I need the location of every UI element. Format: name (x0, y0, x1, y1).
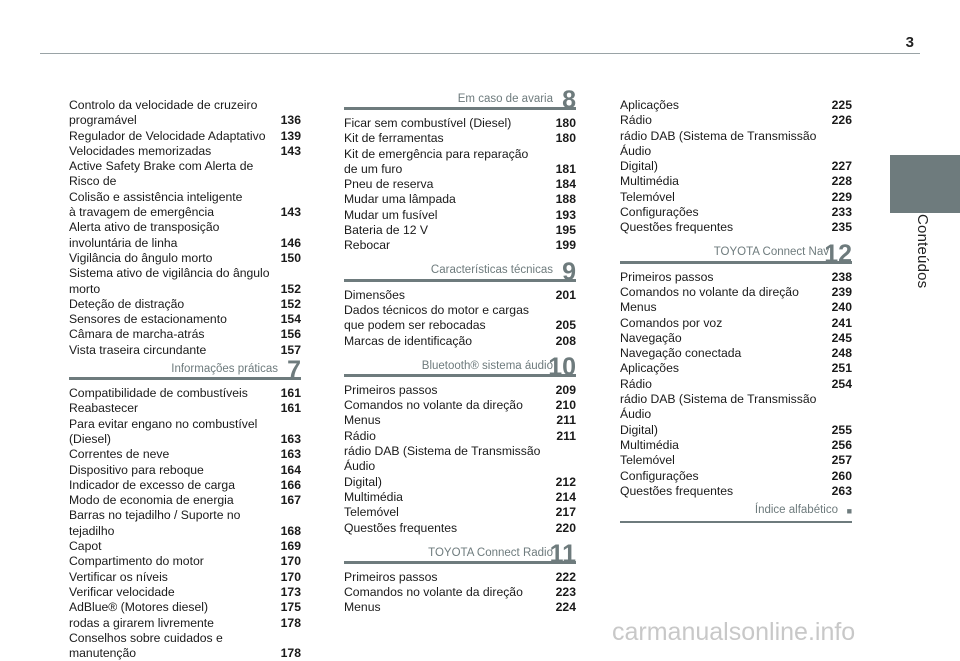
watermark: carmanualsonline.info (612, 618, 856, 646)
toc-entry-page: 170 (280, 569, 301, 584)
toc-entry-title: Comandos no volante da direção (344, 585, 523, 600)
toc-entry-title: Controlo da velocidade de cruzeiro (69, 98, 258, 112)
toc-entry-title: Correntes de neve (69, 447, 170, 462)
toc-entry-title: Pneu de reserva (344, 177, 434, 192)
toc-entry-title: Menus (620, 300, 657, 315)
toc-entry[interactable] (69, 236, 301, 251)
toc-entry-title: Mudar uma lâmpada (344, 192, 456, 207)
toc-entry-title: Kit de emergência para reparação (344, 146, 529, 161)
toc-entry-page: 224 (555, 600, 576, 615)
toc-entry-page: 136 (280, 113, 301, 128)
toc-entry-page: 225 (831, 98, 852, 112)
toc-entry-page: 181 (555, 161, 576, 176)
section-title: TOYOTA Connect Radio (428, 546, 553, 559)
toc-entry[interactable] (620, 377, 852, 392)
toc-entry[interactable] (69, 297, 301, 312)
toc-entry-page: 150 (280, 250, 301, 265)
toc-entry-title: Colisão e assistência inteligente (69, 189, 243, 204)
toc-entry-page: 161 (280, 386, 301, 401)
toc-entry-page: 205 (555, 318, 576, 333)
section-number: 7 (287, 356, 301, 385)
toc-entry[interactable] (620, 98, 852, 113)
toc-entry-title: Reabastecer (69, 401, 139, 416)
toc-entry[interactable] (69, 631, 301, 661)
section-bar (344, 561, 576, 564)
toc-list (344, 288, 576, 349)
toc-entry-page: 223 (555, 585, 576, 600)
toc-entry[interactable] (620, 346, 852, 361)
toc-entry[interactable] (344, 334, 576, 349)
toc-entry[interactable] (344, 223, 576, 238)
toc-entry[interactable] (344, 318, 576, 333)
toc-entry-title: Configurações (620, 468, 699, 483)
toc-entry-page: 170 (280, 554, 301, 569)
toc-entry-title: Regulador de Velocidade Adaptativo (69, 128, 266, 143)
toc-entry[interactable] (620, 438, 852, 453)
toc-entry-title: Velocidades memorizadas (69, 143, 212, 158)
toc-entry-title: Capot (69, 539, 102, 554)
toc-entry-page: 240 (831, 300, 852, 315)
toc-entry-page: 167 (280, 493, 301, 508)
toc-entry[interactable] (69, 600, 301, 615)
toc-entry-page: 254 (831, 376, 852, 391)
toc-entry-title: Telemóvel (344, 505, 399, 520)
toc-entry-title: AdBlue® (Motores diesel) (69, 600, 209, 615)
toc-entry[interactable] (344, 600, 576, 615)
toc-entry[interactable] (620, 270, 852, 285)
section-title: Bluetooth® sistema áudio (421, 359, 553, 372)
toc-entry-page: 157 (280, 342, 301, 357)
section-number: 8 (562, 86, 576, 114)
section-title: TOYOTA Connect Nav (713, 246, 829, 259)
toc-entry[interactable] (344, 398, 576, 413)
toc-entry[interactable] (69, 159, 301, 190)
section-header-7[interactable] (69, 358, 301, 384)
toc-entry-page: 220 (555, 520, 576, 535)
toc-entry-title: Telemóvel (620, 453, 675, 468)
toc-entry-page: 143 (280, 205, 301, 220)
toc-entry[interactable] (620, 361, 852, 376)
toc-entry-page: 227 (831, 159, 852, 174)
toc-entry-title: Modo de economia de energia (69, 493, 234, 508)
toc-entry-page: 161 (280, 401, 301, 416)
toc-entry[interactable] (344, 208, 576, 223)
toc-entry[interactable] (344, 521, 576, 536)
toc-list (620, 98, 852, 236)
page-number: 3 (905, 34, 914, 51)
toc-entry-title: de um furo (344, 161, 403, 176)
toc-entry[interactable] (69, 417, 301, 448)
toc-entry-page: 168 (280, 523, 301, 538)
toc-entry[interactable] (344, 303, 576, 318)
toc-entry-title: Configurações (620, 205, 699, 220)
section-bar (344, 279, 576, 282)
toc-entry-title: Questões frequentes (344, 520, 458, 535)
toc-entry-title: Primeiros passos (620, 269, 714, 284)
toc-entry-page: 184 (555, 177, 576, 192)
toc-entry-page: 238 (831, 269, 852, 284)
toc-entry-title: Dispositivo para reboque (69, 462, 204, 477)
toc-entry[interactable] (69, 554, 301, 569)
toc-entry[interactable] (69, 205, 301, 220)
toc-entry[interactable] (620, 205, 852, 220)
toc-entry[interactable] (69, 129, 301, 144)
toc-entry-page: 214 (555, 489, 576, 504)
toc-entry-title: Menus (344, 413, 381, 428)
toc-entry[interactable] (69, 585, 301, 600)
toc-entry[interactable] (620, 331, 852, 346)
toc-entry[interactable] (344, 238, 576, 253)
toc-entry-title: Compatibilidade de combustíveis (69, 386, 248, 401)
toc-entry[interactable] (69, 312, 301, 327)
toc-entry[interactable] (620, 453, 852, 468)
toc-entry-page: 211 (556, 428, 576, 443)
toc-entry[interactable] (69, 616, 301, 631)
section-header-10[interactable] (344, 352, 576, 381)
section-header-index[interactable] (620, 505, 852, 527)
toc-entry-title: Active Safety Brake com Alerta de Risco de (69, 159, 254, 189)
toc-entry-title: Aplicações (620, 98, 679, 112)
toc-entry-title: Câmara de marcha-atrás (69, 327, 205, 342)
toc-entry[interactable] (344, 413, 576, 428)
toc-entry-page: 256 (831, 437, 852, 452)
section-header-12[interactable] (620, 239, 852, 268)
toc-entry-page: 199 (555, 238, 576, 253)
toc-entry[interactable] (620, 392, 852, 423)
toc-entry-page: 156 (280, 327, 301, 342)
toc-entry-title: Multimédia (344, 489, 403, 504)
toc-entry[interactable] (69, 144, 301, 159)
toc-entry[interactable] (620, 484, 852, 499)
toc-entry[interactable] (344, 162, 576, 177)
toc-entry-title: Para evitar engano no combustível (Diesel) (69, 416, 258, 446)
toc-entry[interactable] (344, 131, 576, 146)
toc-entry-page: 248 (831, 346, 852, 361)
toc-entry-title: Barras no tejadilho / Suporte no tejadilho (69, 508, 241, 538)
toc-entry-page: 211 (556, 413, 576, 428)
toc-entry[interactable] (344, 116, 576, 131)
toc-entry[interactable] (344, 177, 576, 192)
toc-entry[interactable] (344, 444, 576, 475)
section-title: Informações práticas (171, 362, 278, 375)
toc-entry[interactable] (344, 192, 576, 207)
toc-entry-title: Ficar sem combustível (Diesel) (344, 116, 512, 130)
toc-entry-page: 180 (555, 131, 576, 146)
toc-entry-page: 143 (280, 143, 301, 158)
toc-entry-title: Vista traseira circundante (69, 342, 207, 357)
toc-entry-page: 164 (280, 462, 301, 477)
toc-entry-title: Navegação conectada (620, 346, 742, 361)
toc-entry-title: Dados técnicos do motor e cargas (344, 302, 529, 317)
top-rule (40, 53, 920, 54)
toc-entry-page: 260 (831, 468, 852, 483)
toc-entry-page: 163 (280, 447, 301, 462)
toc-entry-title: Comandos no volante da direção (620, 284, 799, 299)
toc-entry-page: 222 (555, 569, 576, 584)
toc-entry-page: 188 (555, 192, 576, 207)
toc-entry[interactable] (69, 386, 301, 401)
toc-entry-page: 233 (831, 205, 852, 220)
toc-entry-page: 235 (831, 220, 852, 235)
toc-entry[interactable] (69, 570, 301, 585)
section-header-8[interactable] (344, 88, 576, 114)
toc-entry[interactable] (620, 469, 852, 484)
toc-entry-title: Marcas de identificação (344, 333, 473, 348)
toc-entry-title: rádio DAB (Sistema de Transmissão Áudio (620, 392, 817, 422)
toc-entry-title: Compartimento do motor (69, 554, 204, 569)
section-number: 12 (824, 239, 852, 268)
toc-entry-title: Questões frequentes (620, 220, 734, 235)
toc-entry-page: 241 (831, 315, 852, 330)
side-label: Conteúdos (914, 214, 931, 289)
toc-entry-page: 226 (831, 113, 852, 128)
toc-entry-page: 195 (555, 223, 576, 238)
toc-entry[interactable] (620, 285, 852, 300)
toc-entry[interactable] (69, 447, 301, 462)
toc-entry-title: Vertificar os níveis (69, 569, 168, 584)
toc-entry-page: 178 (280, 646, 301, 661)
toc-entry-page: 146 (280, 235, 301, 250)
toc-list (69, 386, 301, 661)
toc-entry[interactable] (620, 316, 852, 331)
toc-entry-page: 245 (831, 330, 852, 345)
toc-entry-title: Comandos por voz (620, 315, 723, 330)
toc-entry-title: programável (69, 113, 137, 128)
section-number: 10 (548, 352, 576, 381)
toc-entry[interactable] (69, 98, 301, 113)
toc-entry-title: Deteção de distração (69, 296, 185, 311)
section-bar (344, 107, 576, 110)
section-number: 11 (549, 539, 576, 568)
toc-entry-title: Dimensões (344, 287, 405, 302)
toc-entry-title: Vigilância do ângulo morto (69, 250, 213, 265)
section-title: Índice alfabético (754, 503, 838, 516)
toc-entry[interactable] (69, 478, 301, 493)
toc-entry-title: Kit de ferramentas (344, 131, 444, 146)
toc-column-1 (69, 98, 301, 661)
toc-entry-title: Digital) (620, 159, 658, 174)
toc-entry-title: Telemóvel (620, 189, 675, 204)
toc-entry-title: Multimédia (620, 174, 679, 189)
toc-list (344, 570, 576, 616)
toc-entry[interactable] (344, 490, 576, 505)
toc-entry[interactable] (69, 220, 301, 235)
section-title: Em caso de avaria (457, 92, 553, 105)
toc-entry-page: 212 (555, 474, 576, 489)
toc-entry[interactable] (69, 401, 301, 416)
section-bar (69, 377, 301, 380)
toc-entry-title: Indicador de excesso de carga (69, 477, 235, 492)
toc-entry[interactable] (344, 288, 576, 303)
toc-entry-title: Rebocar (344, 238, 391, 253)
toc-entry-title: rádio DAB (Sistema de Transmissão Áudio (620, 128, 817, 158)
toc-entry[interactable] (344, 429, 576, 444)
toc-entry-title: Mudar um fusível (344, 207, 438, 222)
toc-list (344, 116, 576, 254)
toc-entry-page: 251 (831, 361, 852, 376)
toc-entry[interactable] (344, 505, 576, 520)
toc-entry-page: 178 (280, 615, 301, 630)
toc-entry-title: Navegação (620, 330, 682, 345)
section-bar (620, 261, 852, 264)
toc-entry[interactable] (69, 113, 301, 128)
toc-entry-page: 201 (555, 287, 576, 302)
toc-entry[interactable] (69, 539, 301, 554)
toc-entry-title: Rádio (344, 428, 376, 443)
toc-entry-title: rádio DAB (Sistema de Transmissão Áudio (344, 444, 541, 474)
toc-entry-title: Aplicações (620, 361, 679, 376)
toc-column-2 (344, 88, 576, 616)
toc-entry-title: involuntária de linha (69, 235, 178, 250)
toc-entry-title: Multimédia (620, 437, 679, 452)
toc-entry-page: 139 (280, 128, 301, 143)
toc-entry-page: 239 (831, 284, 852, 299)
toc-entry[interactable] (344, 383, 576, 398)
toc-entry[interactable] (344, 475, 576, 490)
toc-entry-title: Primeiros passos (344, 569, 438, 584)
toc-entry[interactable] (620, 220, 852, 235)
toc-entry-title: Comandos no volante da direção (344, 398, 523, 413)
toc-entry-page: 180 (555, 116, 576, 130)
toc-entry[interactable] (69, 493, 301, 508)
toc-entry-page: 217 (555, 505, 576, 520)
toc-entry-title: à travagem de emergência (69, 205, 214, 220)
toc-entry[interactable] (69, 508, 301, 539)
toc-entry-page: 210 (555, 398, 576, 413)
chapter-tab[interactable] (890, 155, 960, 213)
toc-entry[interactable] (620, 113, 852, 128)
toc-entry-title: Conselhos sobre cuidados e manutenção (69, 630, 223, 661)
toc-entry-page: 193 (555, 207, 576, 222)
toc-entry-page: 173 (280, 584, 301, 599)
section-header-11[interactable] (344, 539, 576, 568)
toc-entry-title: Questões frequentes (620, 483, 734, 498)
toc-entry[interactable] (69, 251, 301, 266)
toc-entry-page: 209 (555, 382, 576, 397)
toc-entry-title: rodas a girarem livremente (69, 615, 214, 630)
toc-entry-title: que podem ser rebocadas (344, 318, 486, 333)
toc-entry-title: Sistema ativo de vigilância do ângulo morto (69, 266, 270, 296)
toc-list (344, 383, 576, 536)
toc-entry[interactable] (620, 423, 852, 438)
toc-entry-page: 154 (280, 312, 301, 327)
toc-entry-page: 255 (831, 422, 852, 437)
toc-entry-page: 257 (831, 453, 852, 468)
toc-entry-page: 208 (555, 333, 576, 348)
toc-entry-page: 163 (280, 431, 301, 446)
section-bar (620, 521, 852, 523)
section-header-9[interactable] (344, 257, 576, 286)
toc-entry[interactable] (344, 570, 576, 585)
toc-entry[interactable] (69, 343, 301, 358)
toc-entry-title: Verificar velocidade (69, 584, 175, 599)
section-number: 9 (562, 257, 576, 286)
toc-entry[interactable] (344, 147, 576, 162)
toc-list (69, 98, 301, 358)
toc-entry-title: Digital) (620, 422, 658, 437)
section-title: Características técnicas (430, 264, 553, 277)
toc-column-3 (620, 98, 852, 529)
toc-entry-title: Rádio (620, 376, 652, 391)
toc-entry-title: Bateria de 12 V (344, 223, 429, 238)
toc-entry-title: Menus (344, 600, 381, 615)
toc-entry-page: 175 (280, 600, 301, 615)
toc-entry[interactable] (69, 190, 301, 205)
toc-entry-page: 152 (280, 281, 301, 296)
section-bar (344, 374, 576, 377)
toc-entry[interactable] (69, 266, 301, 297)
toc-entry[interactable] (620, 174, 852, 189)
toc-entry[interactable] (344, 585, 576, 600)
toc-entry-page: 228 (831, 174, 852, 189)
toc-entry-title: Alerta ativo de transposição (69, 220, 220, 235)
toc-entry-page: 263 (831, 483, 852, 498)
toc-entry[interactable] (620, 129, 852, 160)
toc-entry-page: 229 (831, 189, 852, 204)
toc-entry-title: Rádio (620, 113, 652, 128)
toc-entry-title: Digital) (344, 474, 382, 489)
toc-entry-title: Sensores de estacionamento (69, 312, 227, 327)
toc-entry[interactable] (620, 159, 852, 174)
square-bullet-icon: ■ (846, 506, 852, 517)
toc-entry[interactable] (69, 327, 301, 342)
toc-entry[interactable] (620, 190, 852, 205)
toc-entry[interactable] (620, 300, 852, 315)
toc-entry[interactable] (69, 463, 301, 478)
toc-entry-page: 166 (280, 477, 301, 492)
toc-entry-page: 152 (280, 296, 301, 311)
toc-entry-title: Primeiros passos (344, 382, 438, 397)
toc-entry-page: 169 (280, 539, 301, 554)
toc-list (620, 270, 852, 499)
